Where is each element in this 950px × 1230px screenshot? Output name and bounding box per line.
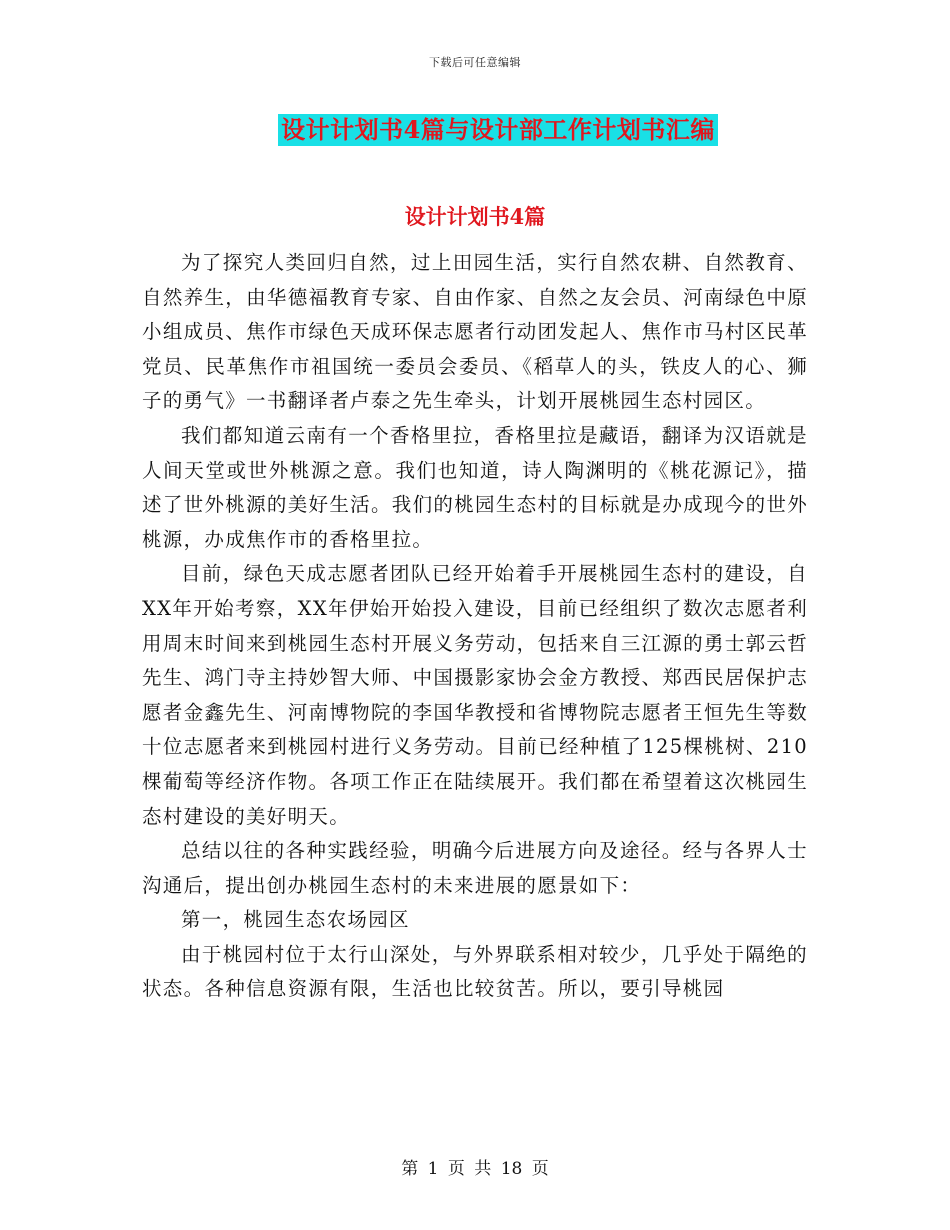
paragraph: 由于桃园村位于太行山深处，与外界联系相对较少，几乎处于隔绝的状态。各种信息资源有限，生活也比较贫苦。所以，要引导桃园 xyxy=(142,942,808,1001)
paragraph: 第一，桃园生态农场园区 xyxy=(181,908,410,932)
header-note: 下载后可任意编辑 xyxy=(429,56,521,69)
paragraph: 为了探究人类回归自然，过上田园生活，实行自然农耕、自然教育、自然养生，由华德福教育专家、自由作家、自然之友会员、河南绿色中原小组成员、焦作市绿色天成环保志愿者行动团发起人、焦作市马村区民革党员、民革焦作市祖国统一委员会委员、《稻草人的头，铁皮人的心、狮子的勇气》一书翻译者卢泰之先生牵头，计划开展桃园生态村园区。 xyxy=(142,251,808,413)
main-title: 设计计划书4篇与设计部工作计划书汇编 xyxy=(278,114,718,146)
paragraph: 总结以往的各种实践经验，明确今后进展方向及途径。经与各界人士沟通后，提出创办桃园生态村的未来进展的愿景如下： xyxy=(142,839,808,897)
paragraph: 我们都知道云南有一个香格里拉，香格里拉是藏语，翻译为汉语就是人间天堂或世外桃源之意。我们也知道，诗人陶渊明的《桃花源记》，描述了世外桃源的美好生活。我们的桃园生态村的目标就是办成现今的世外桃源，办成焦作市的香格里拉。 xyxy=(142,423,808,551)
page-footer: 第 1 页 共 18 页 xyxy=(401,1159,549,1179)
main-title-container xyxy=(0,114,950,146)
paragraph: 目前，绿色天成志愿者团队已经开始着手开展桃园生态村的建设，自XX年开始考察，XX年伊始开始投入建设，目前已经组织了数次志愿者利用周末时间来到桃园生态村开展义务劳动，包括来自三江源的勇士郭云哲先生、鸿门寺主持妙智大师、中国摄影家协会金方教授、郑西民居保护志愿者金鑫先生、河南博物院的李国华教授和省博物院志愿者王恒先生等数十位志愿者来到桃园村进行义务劳动。目前已经种植了125棵桃树、210棵葡萄等经济作物。各项工作正在陆续展开。我们都在希望着这次桃园生态村建设的美好明天。 xyxy=(142,562,808,828)
section-title: 设计计划书4篇 xyxy=(404,204,546,229)
document-body xyxy=(142,246,808,1007)
